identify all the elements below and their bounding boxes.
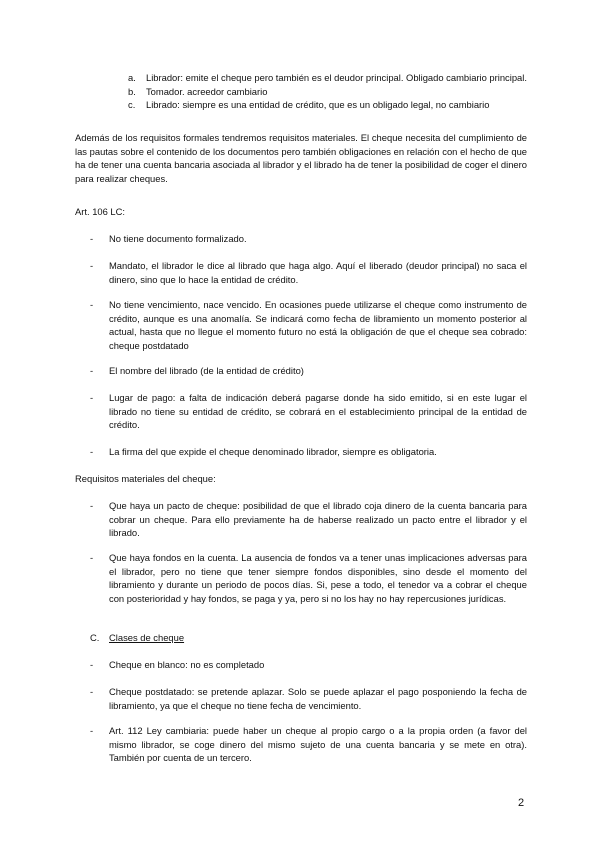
bullet-item [90,259,527,286]
bullet-marker: - [90,500,94,511]
bullet-text: El nombre del librado (de la entidad de crédito) [109,365,304,376]
bullet-item [90,499,527,540]
bullet-item [90,445,527,459]
bullet-marker: - [90,446,94,457]
bullet-marker: - [90,725,94,736]
bullet-text: Mandato, el librador le dice al librado que haga algo. Aquí el liberado (deudor principal) no saca el dinero, sino que lo hace la entidad de crédito. [109,260,527,285]
bullet-marker: - [90,299,94,310]
lettered-list [106,71,530,112]
section-c-heading [90,631,184,645]
bullet-marker: - [90,552,94,563]
bullet-text: No tiene vencimiento, nace vencido. En ocasiones puede utilizarse el cheque como instrumento de crédito, aunque es una anomalía. Se indicará como fecha de libramiento un momento posterior al actual, hasta que no llegue el momento futuro no está la obligación de que el cheque sea cobrado: cheque postdatado [109,299,527,351]
bullet-text: Cheque en blanco: no es completado [109,659,265,670]
bullet-text: Cheque postdatado: se pretende aplazar. Solo se puede aplazar el pago posponiendo la fecha de libramiento, ya que el cheque no tiene fecha de vencimiento. [109,686,527,711]
list-item [106,85,530,99]
list-marker: a. [128,72,136,83]
list-item-text: Librado: siempre es una entidad de crédito, que es un obligado legal, no cambiario [146,99,490,110]
bullet-text: Que haya un pacto de cheque: posibilidad de que el librado coja dinero de la cuenta bancaria para cobrar un cheque. Para ello previamente ha de haberse realizado un pacto entre el librador y el librado. [109,500,527,539]
page-number: 2 [518,797,525,809]
section-title: Clases de cheque [109,632,185,643]
bullet-item [90,298,527,352]
bullet-item [90,551,527,605]
bullet-text: Art. 112 Ley cambiaria: puede haber un cheque al propio cargo o a la propia orden (a favor del mismo librador, se coge dinero del mismo sujeto de una cuenta bancaria y se mete en otra). También por cuenta de un tercero. [109,725,527,764]
bullet-text: La firma del que expide el cheque denominado librador, siempre es obligatoria. [109,446,437,457]
bullet-item [90,391,527,432]
list-item [106,98,530,112]
bullet-marker: - [90,260,94,271]
list-item-text: Librador: emite el cheque pero también es el deudor principal. Obligado cambiario principal. [146,72,527,83]
body-paragraph: Además de los requisitos formales tendremos requisitos materiales. El cheque necesita del cumplimiento de las pautas sobre el contenido de los documentos pero también obligaciones en relación con el hecho de que ha de tener una cuenta bancaria asociada al librador y el librado ha de tener la posibilidad de coger el dinero para realizar cheques. [75,132,527,184]
bullet-item [90,685,527,712]
bullet-marker: - [90,233,94,244]
section-marker: C. [90,632,100,643]
bullet-item [90,232,527,246]
list-item [106,71,530,85]
bullet-marker: - [90,365,94,376]
art-106-heading: Art. 106 LC: [75,206,126,217]
list-marker: c. [128,99,136,110]
bullet-item [90,364,527,378]
bullet-item [90,658,527,672]
bullet-text: Lugar de pago: a falta de indicación deberá pagarse donde ha sido emitido, si en este lugar el librado no tiene su entidad de crédito, se cobrará en el establecimiento principal de la entidad de crédito. [109,392,527,431]
bullet-item [90,724,527,765]
materials-heading: Requisitos materiales del cheque: [75,473,216,484]
bullet-marker: - [90,392,94,403]
bullet-marker: - [90,659,94,670]
bullet-marker: - [90,686,94,697]
list-item-text: Tomador. acreedor cambiario [146,85,268,97]
list-marker: b. [128,85,136,97]
bullet-text: Que haya fondos en la cuenta. La ausencia de fondos va a tener unas implicaciones adversas para el librador, pero no tiene que tener siempre fondos disponibles, sino desde el momento del libramiento y durante un periodo de pocos días. Si, pese a todo, el tenedor va a cobrar el cheque con posterioridad y hay fondos, se paga y ya, pero si no los hay no hay repercusiones jurídicas. [109,552,527,604]
bullet-text: No tiene documento formalizado. [109,233,247,244]
